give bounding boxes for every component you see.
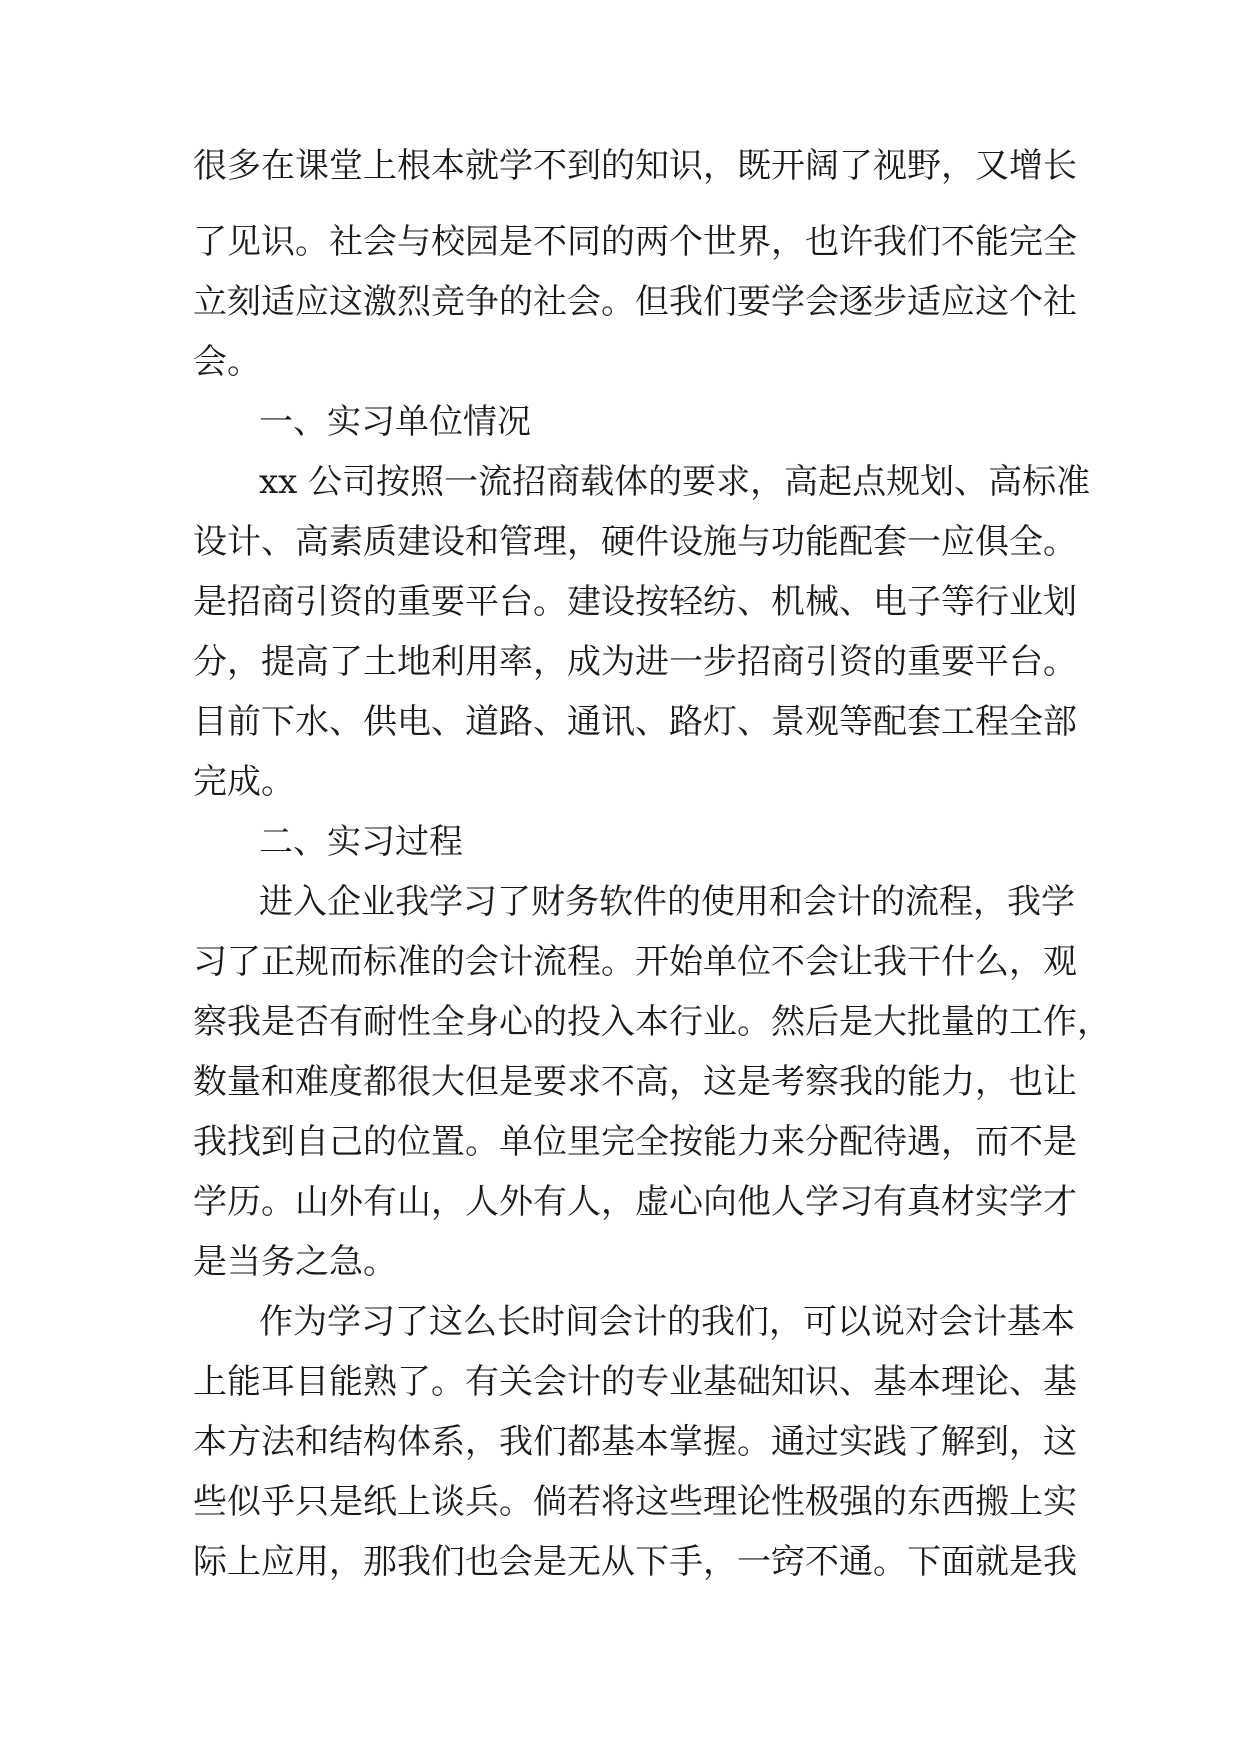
paragraph-line: 进入企业我学习了财务软件的使用和会计的流程，我学 [259,882,1075,922]
paragraph-line: 是招商引资的重要平台。建设按轻纺、机械、电子等行业划 [193,582,1077,622]
section-heading-2: 二、实习过程 [259,822,463,862]
paragraph-line: 学历。山外有山，人外有人，虚心向他人学习有真材实学才 [193,1182,1077,1222]
paragraph-line: 设计、高素质建设和管理，硬件设施与功能配套一应俱全。 [193,522,1077,562]
paragraph-line: 际上应用，那我们也会是无从下手，一窍不通。下面就是我 [193,1542,1077,1582]
paragraph-line: 立刻适应这激烈竞争的社会。但我们要学会逐步适应这个社 [193,282,1077,322]
paragraph-line: 我找到自己的位置。单位里完全按能力来分配待遇，而不是 [193,1122,1077,1162]
section-heading-1: 一、实习单位情况 [259,402,531,442]
paragraph-line: 习了正规而标准的会计流程。开始单位不会让我干什么，观 [193,942,1077,982]
paragraph-line: 察我是否有耐性全身心的投入本行业。然后是大批量的工作， [193,1002,1111,1042]
paragraph-line: 了见识。社会与校园是不同的两个世界，也许我们不能完全 [193,222,1077,262]
paragraph-line: xx 公司按照一流招商载体的要求，高起点规划、高标准 [259,462,1091,502]
paragraph-line: 数量和难度都很大但是要求不高，这是考察我的能力，也让 [193,1062,1077,1102]
paragraph-line: 完成。 [193,762,295,802]
paragraph-line: 分，提高了土地利用率，成为进一步招商引资的重要平台。 [193,642,1077,682]
paragraph-line: 些似乎只是纸上谈兵。倘若将这些理论性极强的东西搬上实 [193,1482,1077,1522]
paragraph-line: 会。 [193,342,261,382]
paragraph-line: 作为学习了这么长时间会计的我们，可以说对会计基本 [259,1302,1075,1342]
paragraph-line: 本方法和结构体系，我们都基本掌握。通过实践了解到，这 [193,1422,1077,1462]
paragraph-line: 是当务之急。 [193,1242,397,1282]
paragraph-line: 上能耳目能熟了。有关会计的专业基础知识、基本理论、基 [193,1362,1077,1402]
paragraph-line: 很多在课堂上根本就学不到的知识，既开阔了视野，又增长 [193,146,1077,186]
paragraph-line: 目前下水、供电、道路、通讯、路灯、景观等配套工程全部 [193,702,1077,742]
